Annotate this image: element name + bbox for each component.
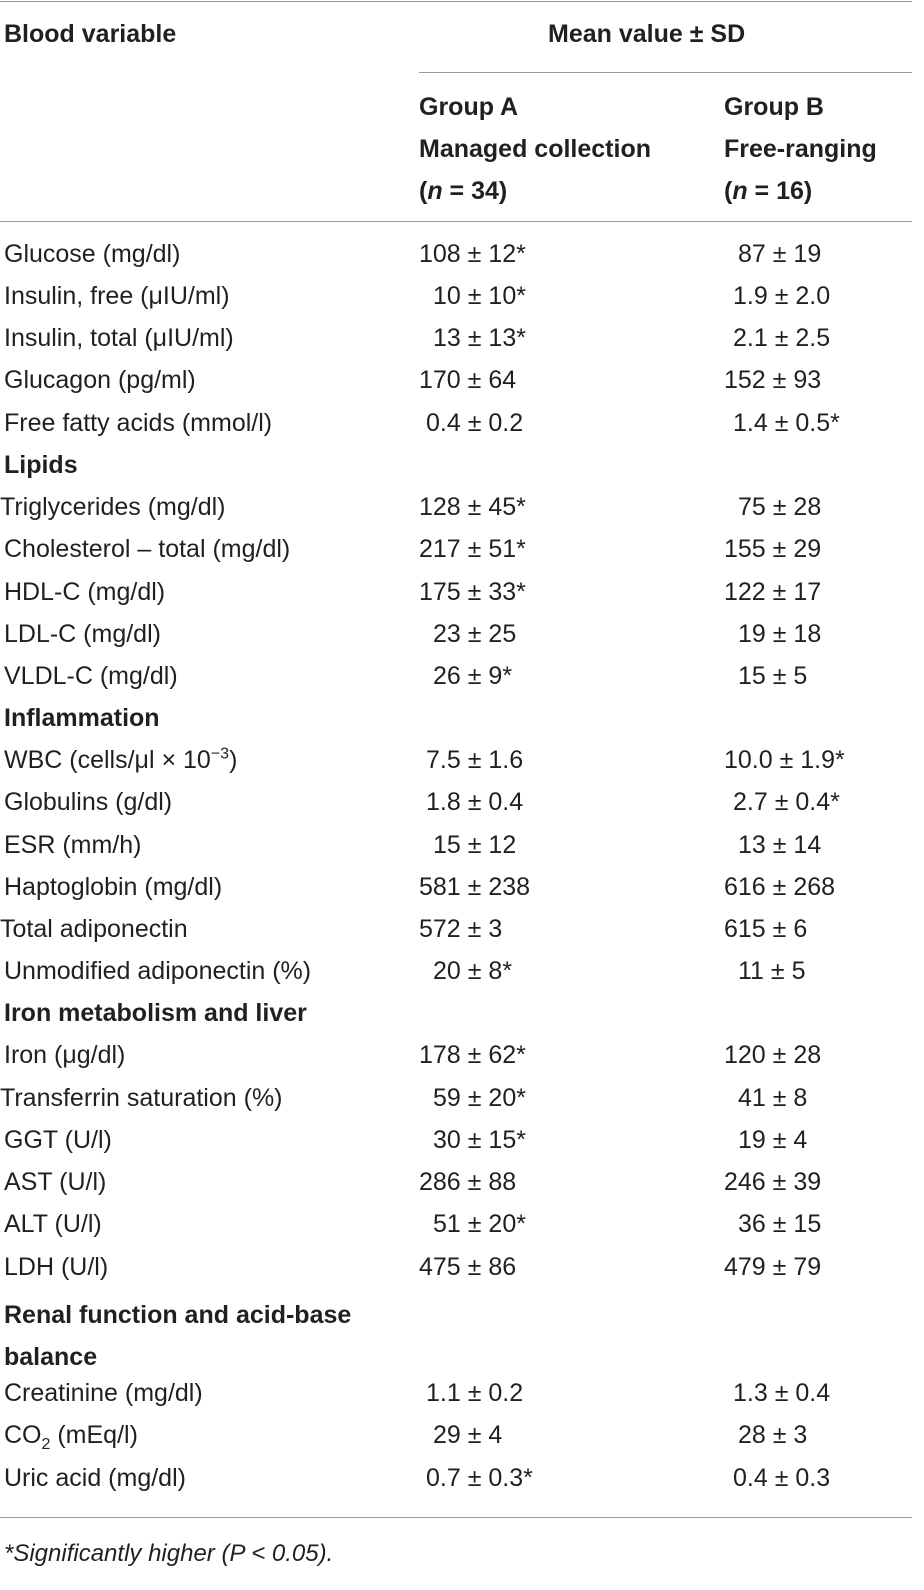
group-b-value: 19 ± 4 — [738, 1126, 808, 1154]
group-a-value: 59 ± 20* — [433, 1084, 526, 1112]
group-b-value: 616 ± 268 — [724, 873, 836, 901]
group-a-value: 1.8 ± 0.4 — [426, 788, 524, 816]
group-b-value: 10.0 ± 1.9* — [724, 746, 845, 774]
row-label: Haptoglobin (mg/dl) — [4, 873, 223, 901]
row-label: Insulin, total (μIU/ml) — [4, 324, 234, 352]
group-b-value: 1.3 ± 0.4 — [733, 1379, 831, 1407]
group-b-value: 122 ± 17 — [724, 578, 822, 606]
group-a-value: 13 ± 13* — [433, 324, 526, 352]
row-label: Cholesterol – total (mg/dl) — [4, 535, 291, 563]
group-a-value: 170 ± 64 — [419, 366, 517, 394]
group-b-value: 15 ± 5 — [738, 662, 808, 690]
group-b-value: 11 ± 5 — [738, 957, 806, 985]
group-a-value: 1.1 ± 0.2 — [426, 1379, 524, 1407]
mean-value-header: Mean value ± SD — [548, 20, 746, 48]
row-label: HDL-C (mg/dl) — [4, 578, 166, 606]
group-a-value: 7.5 ± 1.6 — [426, 746, 524, 774]
group-b-value: 28 ± 3 — [738, 1421, 808, 1449]
group-b-value: 246 ± 39 — [724, 1168, 822, 1196]
group-a-value: 572 ± 3 — [419, 915, 503, 943]
row-label: Creatinine (mg/dl) — [4, 1379, 203, 1407]
group-a-value: 0.7 ± 0.3* — [426, 1464, 533, 1492]
row-label: Iron (μg/dl) — [4, 1041, 126, 1069]
row-label: $CO_2$ (mEq/l) — [4, 1421, 138, 1453]
group-b-value: 0.4 ± 0.3 — [733, 1464, 831, 1492]
top-rule — [0, 1, 912, 2]
group-b-value: 36 ± 15 — [738, 1210, 822, 1238]
group-b-value: 2.1 ± 2.5 — [733, 324, 831, 352]
row-label: Triglycerides (mg/dl) — [0, 493, 226, 521]
row-label: LDL-C (mg/dl) — [4, 620, 161, 648]
group-a-subtitle: Managed collection — [419, 135, 651, 163]
group-a-value: 286 ± 88 — [419, 1168, 517, 1196]
group-b-title: Group B — [724, 93, 824, 121]
group-a-value: 10 ± 10* — [433, 282, 526, 310]
group-a-n: (n = 34) — [419, 177, 508, 205]
row-label: Transferrin saturation (%) — [0, 1084, 283, 1112]
row-label: Free fatty acids (mmol/l) — [4, 409, 273, 437]
row-label: ALT (U/l) — [4, 1210, 102, 1238]
group-a-value: 217 ± 51* — [419, 535, 526, 563]
group-b-value: 75 ± 28 — [738, 493, 822, 521]
group-b-value: 155 ± 29 — [724, 535, 822, 563]
header-bottom-rule — [0, 221, 912, 222]
mean-value-rule — [419, 72, 912, 73]
group-b-subtitle: Free-ranging — [724, 135, 877, 163]
group-b-value: 2.7 ± 0.4* — [733, 788, 840, 816]
group-b-value: 120 ± 28 — [724, 1041, 822, 1069]
group-b-value: 41 ± 8 — [738, 1084, 808, 1112]
group-b-value: 19 ± 18 — [738, 620, 822, 648]
group-b-n: (n = 16) — [724, 177, 813, 205]
section-heading-inflammation: Inflammation — [4, 704, 160, 732]
group-a-value: 0.4 ± 0.2 — [426, 409, 524, 437]
group-a-value: 15 ± 12 — [433, 831, 517, 859]
row-label: LDH (U/l) — [4, 1253, 109, 1281]
group-a-value: 51 ± 20* — [433, 1210, 526, 1238]
group-b-value: 1.9 ± 2.0 — [733, 282, 831, 310]
row-label: Total adiponectin — [0, 915, 188, 943]
row-label: Glucose (mg/dl) — [4, 240, 181, 268]
group-b-value: 1.4 ± 0.5* — [733, 409, 840, 437]
group-a-value: 581 ± 238 — [419, 873, 531, 901]
section-heading-renal: Renal function and acid-base balance — [4, 1301, 352, 1371]
row-label: AST (U/l) — [4, 1168, 107, 1196]
row-label: VLDL-C (mg/dl) — [4, 662, 178, 690]
group-a-value: 23 ± 25 — [433, 620, 517, 648]
group-a-value: 178 ± 62* — [419, 1041, 526, 1069]
row-label: Globulins (g/dl) — [4, 788, 173, 816]
section-heading-lipids: Lipids — [4, 451, 78, 479]
group-b-value: 87 ± 19 — [738, 240, 822, 268]
row-label: Unmodified adiponectin (%) — [4, 957, 312, 985]
group-b-value: 615 ± 6 — [724, 915, 808, 943]
footnote: *Significantly higher (P < 0.05). — [4, 1540, 334, 1567]
group-a-title: Group A — [419, 93, 519, 121]
row-label: WBC (cells/μl × $10^{-3}$) — [4, 745, 238, 774]
group-a-value: 30 ± 15* — [433, 1126, 526, 1154]
group-a-value: 475 ± 86 — [419, 1253, 517, 1281]
row-label: Uric acid (mg/dl) — [4, 1464, 186, 1492]
section-heading-iron-liver: Iron metabolism and liver — [4, 999, 307, 1027]
row-label: GGT (U/l) — [4, 1126, 112, 1154]
group-a-value: 128 ± 45* — [419, 493, 526, 521]
row-label: Insulin, free (μIU/ml) — [4, 282, 230, 310]
group-a-value: 29 ± 4 — [433, 1421, 503, 1449]
blood-variable-header: Blood variable — [4, 20, 177, 48]
group-b-value: 13 ± 14 — [738, 831, 822, 859]
row-label: Glucagon (pg/ml) — [4, 366, 196, 394]
group-b-value: 152 ± 93 — [724, 366, 822, 394]
group-a-value: 20 ± 8* — [433, 957, 513, 985]
group-a-value: 26 ± 9* — [433, 662, 513, 690]
table-bottom-rule — [0, 1517, 912, 1518]
group-a-value: 108 ± 12* — [419, 240, 526, 268]
group-a-value: 175 ± 33* — [419, 578, 526, 606]
row-label: ESR (mm/h) — [4, 831, 142, 859]
group-b-value: 479 ± 79 — [724, 1253, 822, 1281]
